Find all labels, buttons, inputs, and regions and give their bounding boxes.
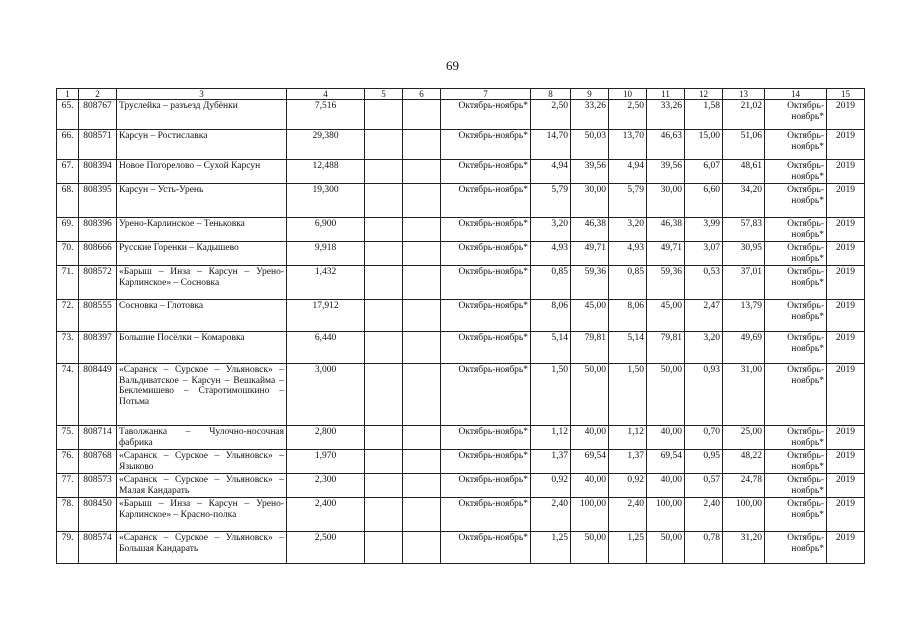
value-col-8: 3,20 <box>531 218 571 242</box>
column-6-cell <box>403 300 441 332</box>
work-period: Октябрь-ноябрь* <box>441 218 531 242</box>
work-period-col-14: Октябрь-ноябрь* <box>765 332 827 364</box>
road-code: 808396 <box>79 218 117 242</box>
year: 2019 <box>827 450 865 474</box>
column-5-cell <box>365 498 403 532</box>
year: 2019 <box>827 332 865 364</box>
row-number: 73. <box>57 332 79 364</box>
road-name: «Саранск – Сурское – Ульяновск» – Большая Кандарать <box>117 532 287 564</box>
work-period-col-14: Октябрь-ноябрь* <box>765 450 827 474</box>
column-5-cell <box>365 100 403 130</box>
column-6-cell <box>403 218 441 242</box>
value-col-9: 39,56 <box>571 160 609 184</box>
work-period: Октябрь-ноябрь* <box>441 160 531 184</box>
value-col-8: 5,79 <box>531 184 571 218</box>
value-col-11: 39,56 <box>647 160 685 184</box>
road-length: 2,300 <box>287 474 365 498</box>
value-col-10: 0,85 <box>609 266 647 300</box>
work-period: Октябрь-ноябрь* <box>441 450 531 474</box>
road-code: 808394 <box>79 160 117 184</box>
value-col-9: 79,81 <box>571 332 609 364</box>
value-col-9: 46,38 <box>571 218 609 242</box>
table-row <box>57 474 865 498</box>
value-col-8: 2,40 <box>531 498 571 532</box>
value-col-11: 40,00 <box>647 426 685 450</box>
value-col-9: 69,54 <box>571 450 609 474</box>
value-col-13: 24,78 <box>723 474 765 498</box>
row-number: 78. <box>57 498 79 532</box>
road-length: 17,912 <box>287 300 365 332</box>
value-col-8: 14,70 <box>531 130 571 160</box>
column-6-cell <box>403 450 441 474</box>
year: 2019 <box>827 426 865 450</box>
work-period: Октябрь-ноябрь* <box>441 100 531 130</box>
table-row <box>57 332 865 364</box>
work-period: Октябрь-ноябрь* <box>441 474 531 498</box>
work-period-col-14: Октябрь-ноябрь* <box>765 100 827 130</box>
work-period: Октябрь-ноябрь* <box>441 130 531 160</box>
year: 2019 <box>827 184 865 218</box>
value-col-9: 100,00 <box>571 498 609 532</box>
value-col-10: 1,25 <box>609 532 647 564</box>
column-header: 1 <box>57 89 79 100</box>
work-period-col-14: Октябрь-ноябрь* <box>765 474 827 498</box>
column-5-cell <box>365 450 403 474</box>
value-col-11: 100,00 <box>647 498 685 532</box>
work-period: Октябрь-ноябрь* <box>441 498 531 532</box>
value-col-13: 21,02 <box>723 100 765 130</box>
year: 2019 <box>827 474 865 498</box>
row-number: 79. <box>57 532 79 564</box>
column-header: 14 <box>765 89 827 100</box>
column-6-cell <box>403 130 441 160</box>
value-col-12: 15,00 <box>685 130 723 160</box>
table-row <box>57 160 865 184</box>
row-number: 68. <box>57 184 79 218</box>
value-col-11: 50,00 <box>647 364 685 426</box>
value-col-8: 1,50 <box>531 364 571 426</box>
column-5-cell <box>365 300 403 332</box>
road-name: «Барыш – Инза – Карсун – Урено-Карлинское» – Красно-полка <box>117 498 287 532</box>
value-col-10: 5,14 <box>609 332 647 364</box>
road-code: 808572 <box>79 266 117 300</box>
year: 2019 <box>827 266 865 300</box>
value-col-13: 34,20 <box>723 184 765 218</box>
column-header: 4 <box>287 89 365 100</box>
work-period-col-14: Октябрь-ноябрь* <box>765 498 827 532</box>
row-number: 74. <box>57 364 79 426</box>
value-col-12: 3,99 <box>685 218 723 242</box>
column-5-cell <box>365 130 403 160</box>
value-col-10: 1,37 <box>609 450 647 474</box>
value-col-11: 49,71 <box>647 242 685 266</box>
road-code: 808666 <box>79 242 117 266</box>
value-col-9: 50,00 <box>571 364 609 426</box>
road-name: «Саранск – Сурское – Ульяновск» – Малая Кандарать <box>117 474 287 498</box>
road-code: 808450 <box>79 498 117 532</box>
column-5-cell <box>365 474 403 498</box>
column-6-cell <box>403 332 441 364</box>
value-col-8: 1,12 <box>531 426 571 450</box>
road-name: Большие Посёлки – Комаровка <box>117 332 287 364</box>
road-length: 19,300 <box>287 184 365 218</box>
work-period-col-14: Октябрь-ноябрь* <box>765 532 827 564</box>
road-name: Урено-Карлинское – Теньковка <box>117 218 287 242</box>
row-number: 66. <box>57 130 79 160</box>
road-code: 808714 <box>79 426 117 450</box>
value-col-13: 37,01 <box>723 266 765 300</box>
road-name: Новое Погорелово – Сухой Карсун <box>117 160 287 184</box>
road-name: «Саранск – Сурское – Ульяновск» – Вальдиватское – Карсун – Вешкайма – Беклемишево – Старотимошкино – Потьма <box>117 364 287 426</box>
value-col-9: 40,00 <box>571 474 609 498</box>
column-6-cell <box>403 242 441 266</box>
road-length: 6,900 <box>287 218 365 242</box>
road-length: 2,500 <box>287 532 365 564</box>
value-col-13: 51,06 <box>723 130 765 160</box>
table-row <box>57 130 865 160</box>
value-col-10: 13,70 <box>609 130 647 160</box>
row-number: 70. <box>57 242 79 266</box>
year: 2019 <box>827 100 865 130</box>
value-col-8: 4,93 <box>531 242 571 266</box>
road-code: 808397 <box>79 332 117 364</box>
table-row <box>57 100 865 130</box>
value-col-10: 4,93 <box>609 242 647 266</box>
value-col-9: 59,36 <box>571 266 609 300</box>
row-number: 72. <box>57 300 79 332</box>
road-code: 808768 <box>79 450 117 474</box>
row-number: 67. <box>57 160 79 184</box>
column-5-cell <box>365 332 403 364</box>
column-header: 8 <box>531 89 571 100</box>
work-period-col-14: Октябрь-ноябрь* <box>765 130 827 160</box>
value-col-8: 1,37 <box>531 450 571 474</box>
value-col-12: 3,20 <box>685 332 723 364</box>
work-period-col-14: Октябрь-ноябрь* <box>765 218 827 242</box>
value-col-13: 48,61 <box>723 160 765 184</box>
work-period: Октябрь-ноябрь* <box>441 426 531 450</box>
value-col-8: 0,85 <box>531 266 571 300</box>
column-header: 12 <box>685 89 723 100</box>
column-header: 9 <box>571 89 609 100</box>
table-row <box>57 450 865 474</box>
value-col-13: 30,95 <box>723 242 765 266</box>
column-6-cell <box>403 474 441 498</box>
road-length: 1,970 <box>287 450 365 474</box>
column-header: 15 <box>827 89 865 100</box>
year: 2019 <box>827 498 865 532</box>
value-col-9: 30,00 <box>571 184 609 218</box>
column-5-cell <box>365 532 403 564</box>
road-length: 2,800 <box>287 426 365 450</box>
year: 2019 <box>827 130 865 160</box>
value-col-12: 0,78 <box>685 532 723 564</box>
work-period: Октябрь-ноябрь* <box>441 242 531 266</box>
road-name: Труслейка – разъезд Дубёнки <box>117 100 287 130</box>
value-col-12: 6,07 <box>685 160 723 184</box>
value-col-11: 69,54 <box>647 450 685 474</box>
column-header: 13 <box>723 89 765 100</box>
year: 2019 <box>827 218 865 242</box>
column-6-cell <box>403 364 441 426</box>
value-col-12: 0,95 <box>685 450 723 474</box>
column-5-cell <box>365 218 403 242</box>
work-period: Октябрь-ноябрь* <box>441 532 531 564</box>
row-number: 77. <box>57 474 79 498</box>
table-row <box>57 498 865 532</box>
value-col-10: 8,06 <box>609 300 647 332</box>
value-col-12: 0,57 <box>685 474 723 498</box>
column-5-cell <box>365 160 403 184</box>
column-header: 7 <box>441 89 531 100</box>
value-col-11: 46,38 <box>647 218 685 242</box>
work-period: Октябрь-ноябрь* <box>441 332 531 364</box>
road-length: 29,380 <box>287 130 365 160</box>
column-5-cell <box>365 266 403 300</box>
value-col-11: 33,26 <box>647 100 685 130</box>
table-row <box>57 364 865 426</box>
value-col-12: 2,47 <box>685 300 723 332</box>
road-code: 808395 <box>79 184 117 218</box>
year: 2019 <box>827 160 865 184</box>
value-col-10: 2,40 <box>609 498 647 532</box>
table-row <box>57 532 865 564</box>
roads-table <box>56 88 865 564</box>
table-row <box>57 266 865 300</box>
value-col-10: 3,20 <box>609 218 647 242</box>
value-col-12: 2,40 <box>685 498 723 532</box>
value-col-13: 49,69 <box>723 332 765 364</box>
work-period: Октябрь-ноябрь* <box>441 364 531 426</box>
road-length: 7,516 <box>287 100 365 130</box>
road-length: 6,440 <box>287 332 365 364</box>
column-5-cell <box>365 184 403 218</box>
value-col-10: 2,50 <box>609 100 647 130</box>
road-name: Таволжанка – Чулочно-носочная фабрика <box>117 426 287 450</box>
road-code: 808555 <box>79 300 117 332</box>
value-col-10: 4,94 <box>609 160 647 184</box>
year: 2019 <box>827 242 865 266</box>
road-name: «Саранск – Сурское – Ульяновск» – Языково <box>117 450 287 474</box>
row-number: 71. <box>57 266 79 300</box>
work-period-col-14: Октябрь-ноябрь* <box>765 300 827 332</box>
table-row <box>57 218 865 242</box>
value-col-10: 0,92 <box>609 474 647 498</box>
value-col-10: 1,12 <box>609 426 647 450</box>
work-period-col-14: Октябрь-ноябрь* <box>765 426 827 450</box>
value-col-8: 1,25 <box>531 532 571 564</box>
road-name: «Барыш – Инза – Карсун – Урено-Карлинское» – Сосновка <box>117 266 287 300</box>
column-6-cell <box>403 266 441 300</box>
column-number-header <box>57 89 865 100</box>
value-col-9: 45,00 <box>571 300 609 332</box>
value-col-13: 100,00 <box>723 498 765 532</box>
year: 2019 <box>827 300 865 332</box>
work-period-col-14: Октябрь-ноябрь* <box>765 160 827 184</box>
column-6-cell <box>403 532 441 564</box>
road-code: 808573 <box>79 474 117 498</box>
road-code: 808574 <box>79 532 117 564</box>
road-name: Карсун – Усть-Урень <box>117 184 287 218</box>
table-row <box>57 300 865 332</box>
value-col-8: 2,50 <box>531 100 571 130</box>
work-period: Октябрь-ноябрь* <box>441 266 531 300</box>
column-header: 2 <box>79 89 117 100</box>
column-6-cell <box>403 160 441 184</box>
value-col-12: 0,70 <box>685 426 723 450</box>
year: 2019 <box>827 364 865 426</box>
road-code: 808767 <box>79 100 117 130</box>
column-header: 6 <box>403 89 441 100</box>
value-col-9: 50,03 <box>571 130 609 160</box>
value-col-9: 33,26 <box>571 100 609 130</box>
work-period-col-14: Октябрь-ноябрь* <box>765 266 827 300</box>
value-col-12: 6,60 <box>685 184 723 218</box>
column-6-cell <box>403 426 441 450</box>
value-col-12: 3,07 <box>685 242 723 266</box>
row-number: 69. <box>57 218 79 242</box>
work-period-col-14: Октябрь-ноябрь* <box>765 364 827 426</box>
value-col-11: 30,00 <box>647 184 685 218</box>
column-header: 5 <box>365 89 403 100</box>
value-col-8: 0,92 <box>531 474 571 498</box>
road-length: 1,432 <box>287 266 365 300</box>
value-col-12: 0,93 <box>685 364 723 426</box>
road-code: 808449 <box>79 364 117 426</box>
work-period: Октябрь-ноябрь* <box>441 184 531 218</box>
value-col-9: 49,71 <box>571 242 609 266</box>
value-col-11: 50,00 <box>647 532 685 564</box>
road-length: 3,000 <box>287 364 365 426</box>
value-col-8: 4,94 <box>531 160 571 184</box>
road-name: Сосновка – Глотовка <box>117 300 287 332</box>
value-col-11: 40,00 <box>647 474 685 498</box>
value-col-11: 79,81 <box>647 332 685 364</box>
row-number: 65. <box>57 100 79 130</box>
value-col-13: 48,22 <box>723 450 765 474</box>
value-col-13: 31,20 <box>723 532 765 564</box>
value-col-13: 25,00 <box>723 426 765 450</box>
year: 2019 <box>827 532 865 564</box>
value-col-12: 0,53 <box>685 266 723 300</box>
value-col-13: 13,79 <box>723 300 765 332</box>
table-row <box>57 426 865 450</box>
column-5-cell <box>365 426 403 450</box>
table-row <box>57 184 865 218</box>
road-length: 9,918 <box>287 242 365 266</box>
value-col-12: 1,58 <box>685 100 723 130</box>
work-period: Октябрь-ноябрь* <box>441 300 531 332</box>
road-name: Русские Горенки – Кадышево <box>117 242 287 266</box>
work-period-col-14: Октябрь-ноябрь* <box>765 184 827 218</box>
work-period-col-14: Октябрь-ноябрь* <box>765 242 827 266</box>
column-6-cell <box>403 100 441 130</box>
value-col-11: 46,63 <box>647 130 685 160</box>
column-header: 10 <box>609 89 647 100</box>
page-number: 69 <box>446 58 459 73</box>
column-5-cell <box>365 242 403 266</box>
value-col-8: 8,06 <box>531 300 571 332</box>
value-col-10: 5,79 <box>609 184 647 218</box>
column-6-cell <box>403 184 441 218</box>
row-number: 76. <box>57 450 79 474</box>
column-5-cell <box>365 364 403 426</box>
value-col-10: 1,50 <box>609 364 647 426</box>
table-row <box>57 242 865 266</box>
column-header: 11 <box>647 89 685 100</box>
value-col-8: 5,14 <box>531 332 571 364</box>
road-name: Карсун – Ростиславка <box>117 130 287 160</box>
value-col-13: 57,83 <box>723 218 765 242</box>
value-col-13: 31,00 <box>723 364 765 426</box>
value-col-9: 50,00 <box>571 532 609 564</box>
column-header: 3 <box>117 89 287 100</box>
road-length: 12,488 <box>287 160 365 184</box>
value-col-11: 45,00 <box>647 300 685 332</box>
value-col-11: 59,36 <box>647 266 685 300</box>
column-6-cell <box>403 498 441 532</box>
road-length: 2,400 <box>287 498 365 532</box>
value-col-9: 40,00 <box>571 426 609 450</box>
row-number: 75. <box>57 426 79 450</box>
road-code: 808571 <box>79 130 117 160</box>
